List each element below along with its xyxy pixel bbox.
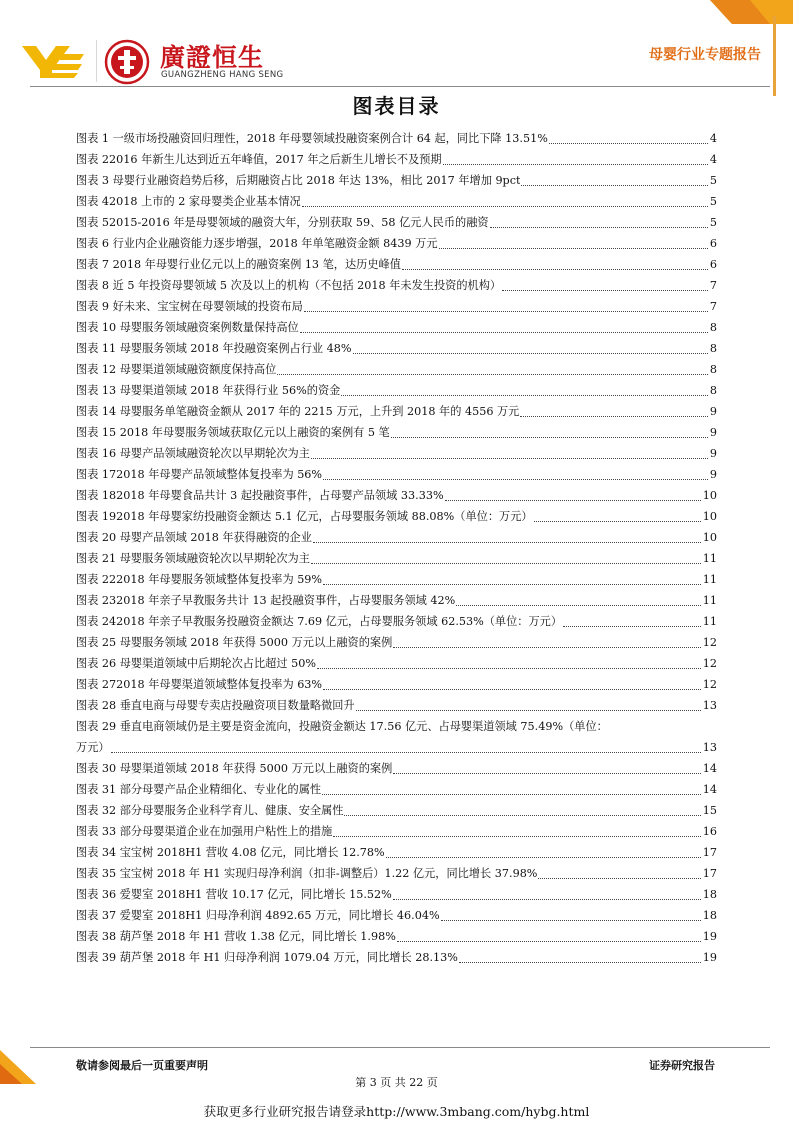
toc-page-number: 8 xyxy=(709,321,717,334)
toc-page-number: 13 xyxy=(702,741,717,754)
toc-leader-dots xyxy=(322,794,701,795)
toc-leader-dots xyxy=(441,920,701,921)
toc-page-number: 7 xyxy=(709,279,717,292)
toc-item[interactable] xyxy=(76,128,717,149)
toc-page-number: 11 xyxy=(702,573,717,586)
toc-page-number: 12 xyxy=(702,678,717,691)
promo-link-text[interactable]: 获取更多行业研究报告请登录http://www.3mbang.com/hybg.html xyxy=(203,1104,590,1119)
toc-item[interactable] xyxy=(76,926,717,947)
toc-item-text: 图表 9 好未来、宝宝树在母婴领域的投资布局 xyxy=(76,300,303,313)
toc-item-text: 图表 1 一级市场投融资回归理性，2018 年母婴领域投融资案例合计 64 起，同比下降 13.51% xyxy=(76,132,548,145)
toc-item[interactable] xyxy=(76,800,717,821)
logo-divider xyxy=(96,40,97,82)
toc-item-text: 图表 6 行业内企业融资能力逐步增强，2018 年单笔融资金额 8439 万元 xyxy=(76,237,438,250)
toc-item[interactable] xyxy=(76,485,717,506)
toc-page-number: 10 xyxy=(702,489,717,502)
toc-page-number: 13 xyxy=(702,699,717,712)
toc-item-text: 图表 192018 年母婴家纺投融资金额达 5.1 亿元，占母婴服务领域 88.08%（单位：万元） xyxy=(76,510,533,523)
toc-leader-dots xyxy=(333,836,700,837)
toc-item[interactable] xyxy=(76,443,717,464)
toc-leader-dots xyxy=(502,290,708,291)
toc-page-number: 17 xyxy=(702,867,717,880)
ye-logo-icon xyxy=(22,40,84,80)
header-rule xyxy=(30,86,770,87)
toc-item[interactable] xyxy=(76,422,717,443)
toc-leader-dots xyxy=(391,437,708,438)
toc-item[interactable] xyxy=(76,611,717,632)
toc-item[interactable] xyxy=(76,548,717,569)
toc-item[interactable] xyxy=(76,149,717,170)
toc-leader-dots xyxy=(356,710,701,711)
toc-page-number: 8 xyxy=(709,342,717,355)
toc-item[interactable] xyxy=(76,590,717,611)
toc-page-number: 14 xyxy=(702,783,717,796)
toc-item[interactable] xyxy=(76,254,717,275)
toc-item[interactable] xyxy=(76,653,717,674)
toc-leader-dots xyxy=(323,584,701,585)
report-category: 证券研究报告 xyxy=(649,1059,715,1072)
toc-item-text: 图表 32 部分母婴服务企业科学育儿、健康、安全属性 xyxy=(76,804,344,817)
toc-leader-dots xyxy=(341,395,708,396)
toc-item-text: 图表 29 垂直电商领域仍是主要是资金流向，投融资金额达 17.56 亿元、占母婴渠道领域 75.49%（单位： xyxy=(76,720,608,733)
toc-item-text: 图表 26 母婴渠道领域中后期轮次占比超过 50% xyxy=(76,657,316,670)
toc-item[interactable] xyxy=(76,212,717,233)
toc-item[interactable] xyxy=(76,674,717,695)
toc-item-text: 图表 37 爱婴室 2018H1 归母净利润 4892.65 万元，同比增长 46.04% xyxy=(76,909,440,922)
toc-item[interactable] xyxy=(76,506,717,527)
toc-item[interactable] xyxy=(76,884,717,905)
toc-page-number: 8 xyxy=(709,363,717,376)
toc-item-text: 图表 25 母婴服务领域 2018 年获得 5000 万元以上融资的案例 xyxy=(76,636,393,649)
toc-item-text: 图表 182018 年母婴食品共计 3 起投融资事件，占母婴产品领域 33.33% xyxy=(76,489,444,502)
toc-leader-dots xyxy=(313,542,701,543)
toc-item-text: 图表 35 宝宝树 2018 年 H1 实现归母净利润（扣非-调整后）1.22 亿元，同比增长 37.98% xyxy=(76,867,538,880)
toc-item-text: 图表 3 母婴行业融资趋势后移，后期融资占比 2018 年达 13%，相比 2017 年增加 9pct xyxy=(76,174,521,187)
toc-page-number: 15 xyxy=(702,804,717,817)
toc-item-text: 图表 242018 年亲子早教服务投融资金额达 7.69 亿元，占母婴服务领域 62.53%（单位：万元） xyxy=(76,615,563,628)
toc-leader-dots xyxy=(277,374,708,375)
toc-leader-dots xyxy=(323,479,708,480)
toc-page-number: 11 xyxy=(702,552,717,565)
toc-item[interactable] xyxy=(76,569,717,590)
toc-page-number: 11 xyxy=(702,594,717,607)
toc-leader-dots xyxy=(563,626,701,627)
toc-leader-dots xyxy=(393,647,700,648)
toc-item[interactable] xyxy=(76,359,717,380)
toc-item-text: 图表 39 葫芦堡 2018 年 H1 归母净利润 1079.04 万元，同比增长 28.13% xyxy=(76,951,458,964)
toc-item-text: 图表 33 部分母婴渠道企业在加强用户粘性上的措施 xyxy=(76,825,333,838)
toc-page-number: 9 xyxy=(709,426,717,439)
corner-decoration-top xyxy=(710,0,793,24)
toc-item-text: 图表 12 母婴渠道领域融资额度保持高位 xyxy=(76,363,277,376)
toc-leader-dots xyxy=(111,752,701,753)
toc-leader-dots xyxy=(459,962,701,963)
toc-leader-dots xyxy=(311,458,708,459)
toc-leader-dots xyxy=(402,269,708,270)
toc-page-number: 6 xyxy=(709,258,717,271)
toc-item[interactable] xyxy=(76,716,717,758)
toc-page-number: 6 xyxy=(709,237,717,250)
toc-page-number: 4 xyxy=(709,132,717,145)
toc-item[interactable] xyxy=(76,821,717,842)
toc-item-text: 图表 10 母婴服务领域融资案例数量保持高位 xyxy=(76,321,299,334)
toc-leader-dots xyxy=(439,248,708,249)
toc-item[interactable] xyxy=(76,758,717,779)
toc-item-text: 图表 222018 年母婴服务领域整体复投率为 59% xyxy=(76,573,323,586)
toc-page-number: 11 xyxy=(702,615,717,628)
toc-item[interactable] xyxy=(76,632,717,653)
disclaimer-note: 敬请参阅最后一页重要声明 xyxy=(76,1059,208,1072)
toc-leader-dots xyxy=(393,899,701,900)
page-title: 图表目录 xyxy=(352,94,441,118)
toc-page-number: 10 xyxy=(702,510,717,523)
toc-item-text: 图表 172018 年母婴产品领域整体复投率为 56% xyxy=(76,468,323,481)
seal-logo-icon xyxy=(104,39,150,85)
toc-page-number: 12 xyxy=(702,636,717,649)
toc-page-number: 5 xyxy=(709,174,717,187)
header-accent-line xyxy=(773,16,776,96)
toc-item[interactable] xyxy=(76,401,717,422)
toc-item-text: 图表 30 母婴渠道领域 2018 年获得 5000 万元以上融资的案例 xyxy=(76,762,393,775)
toc-page-number: 5 xyxy=(709,216,717,229)
toc-leader-dots xyxy=(317,668,701,669)
toc-item[interactable] xyxy=(76,338,717,359)
toc-page-number: 9 xyxy=(709,405,717,418)
toc-item[interactable] xyxy=(76,233,717,254)
toc-page-number: 18 xyxy=(702,888,717,901)
toc-page-number: 9 xyxy=(709,447,717,460)
toc-item-text: 图表 16 母婴产品领域融资轮次以早期轮次为主 xyxy=(76,447,310,460)
toc-leader-dots xyxy=(534,521,701,522)
toc-item-text: 图表 52015-2016 年是母婴领域的融资大年，分别获取 59、58 亿元人民币的融资 xyxy=(76,216,489,229)
toc-page-number: 14 xyxy=(702,762,717,775)
toc-item[interactable] xyxy=(76,191,717,212)
toc-leader-dots xyxy=(323,689,701,690)
toc-item-text: 图表 11 母婴服务领域 2018 年投融资案例占行业 48% xyxy=(76,342,352,355)
toc-page-number: 18 xyxy=(702,909,717,922)
toc-item-text: 图表 7 2018 年母婴行业亿元以上的融资案例 13 笔，达历史峰值 xyxy=(76,258,401,271)
toc-item[interactable] xyxy=(76,695,717,716)
toc-item-text: 图表 21 母婴服务领域融资轮次以早期轮次为主 xyxy=(76,552,310,565)
toc-item[interactable] xyxy=(76,527,717,548)
toc-leader-dots xyxy=(302,206,708,207)
toc-item[interactable] xyxy=(76,905,717,926)
toc-leader-dots xyxy=(311,563,701,564)
toc-leader-dots xyxy=(521,185,707,186)
toc-item-text: 图表 31 部分母婴产品企业精细化、专业化的属性 xyxy=(76,783,322,796)
toc-item-text: 图表 22016 年新生儿达到近五年峰值，2017 年之后新生儿增长不及预期 xyxy=(76,153,442,166)
toc-item[interactable] xyxy=(76,317,717,338)
table-of-figures xyxy=(76,128,717,968)
toc-leader-dots xyxy=(304,311,708,312)
toc-item[interactable] xyxy=(76,779,717,800)
toc-item[interactable] xyxy=(76,947,717,968)
toc-leader-dots xyxy=(344,815,700,816)
toc-item-text-continued: 万元） xyxy=(76,741,110,754)
toc-leader-dots xyxy=(549,143,708,144)
toc-page-number: 7 xyxy=(709,300,717,313)
toc-page-number: 19 xyxy=(702,951,717,964)
toc-item[interactable] xyxy=(76,863,717,884)
toc-leader-dots xyxy=(393,773,700,774)
toc-item[interactable] xyxy=(76,842,717,863)
brand-name-cn: 廣證恒生 xyxy=(160,43,265,72)
toc-leader-dots xyxy=(386,857,701,858)
toc-item-text: 图表 15 2018 年母婴服务领域获取亿元以上融资的案例有 5 笔 xyxy=(76,426,390,439)
toc-page-number: 17 xyxy=(702,846,717,859)
toc-leader-dots xyxy=(353,353,708,354)
toc-item-text: 图表 28 垂直电商与母婴专卖店投融资项目数量略微回升 xyxy=(76,699,355,712)
toc-leader-dots xyxy=(445,500,701,501)
toc-page-number: 9 xyxy=(709,468,717,481)
toc-page-number: 16 xyxy=(702,825,717,838)
toc-leader-dots xyxy=(300,332,708,333)
toc-leader-dots xyxy=(490,227,708,228)
toc-leader-dots xyxy=(456,605,700,606)
toc-item[interactable] xyxy=(76,170,717,191)
toc-page-number: 4 xyxy=(709,153,717,166)
toc-item-text: 图表 272018 年母婴渠道领域整体复投率为 63% xyxy=(76,678,323,691)
footer-rule xyxy=(30,1047,770,1048)
report-type-label: 母婴行业专题报告 xyxy=(649,47,761,63)
toc-item-text: 图表 232018 年亲子早教服务共计 13 起投融资事件，占母婴服务领域 42% xyxy=(76,594,456,607)
page-number: 第 3 页 共 22 页 xyxy=(355,1076,438,1089)
toc-item[interactable] xyxy=(76,464,717,485)
toc-item-text: 图表 42018 上市的 2 家母婴类企业基本情况 xyxy=(76,195,301,208)
toc-item-text: 图表 36 爱婴室 2018H1 营收 10.17 亿元，同比增长 15.52% xyxy=(76,888,392,901)
toc-item[interactable] xyxy=(76,380,717,401)
toc-leader-dots xyxy=(397,941,701,942)
toc-item-text: 图表 20 母婴产品领域 2018 年获得融资的企业 xyxy=(76,531,312,544)
toc-item-text: 图表 34 宝宝树 2018H1 营收 4.08 亿元，同比增长 12.78% xyxy=(76,846,385,859)
toc-item-text: 图表 8 近 5 年投资母婴领域 5 次及以上的机构（不包括 2018 年未发生投资的机构） xyxy=(76,279,502,292)
toc-page-number: 10 xyxy=(702,531,717,544)
toc-item-text: 图表 14 母婴服务单笔融资金额从 2017 年的 2215 万元，上升到 2018 年的 4556 万元 xyxy=(76,405,520,418)
toc-page-number: 12 xyxy=(702,657,717,670)
toc-leader-dots xyxy=(443,164,708,165)
toc-page-number: 5 xyxy=(709,195,717,208)
toc-leader-dots xyxy=(538,878,700,879)
toc-leader-dots xyxy=(520,416,708,417)
toc-item[interactable] xyxy=(76,296,717,317)
toc-item-text: 图表 13 母婴渠道领域 2018 年获得行业 56%的资金 xyxy=(76,384,341,397)
toc-item[interactable] xyxy=(76,275,717,296)
toc-page-number: 19 xyxy=(702,930,717,943)
toc-item-text: 图表 38 葫芦堡 2018 年 H1 营收 1.38 亿元，同比增长 1.98% xyxy=(76,930,396,943)
toc-page-number: 8 xyxy=(709,384,717,397)
brand-name-en: GUANGZHENG HANG SENG xyxy=(161,70,284,80)
